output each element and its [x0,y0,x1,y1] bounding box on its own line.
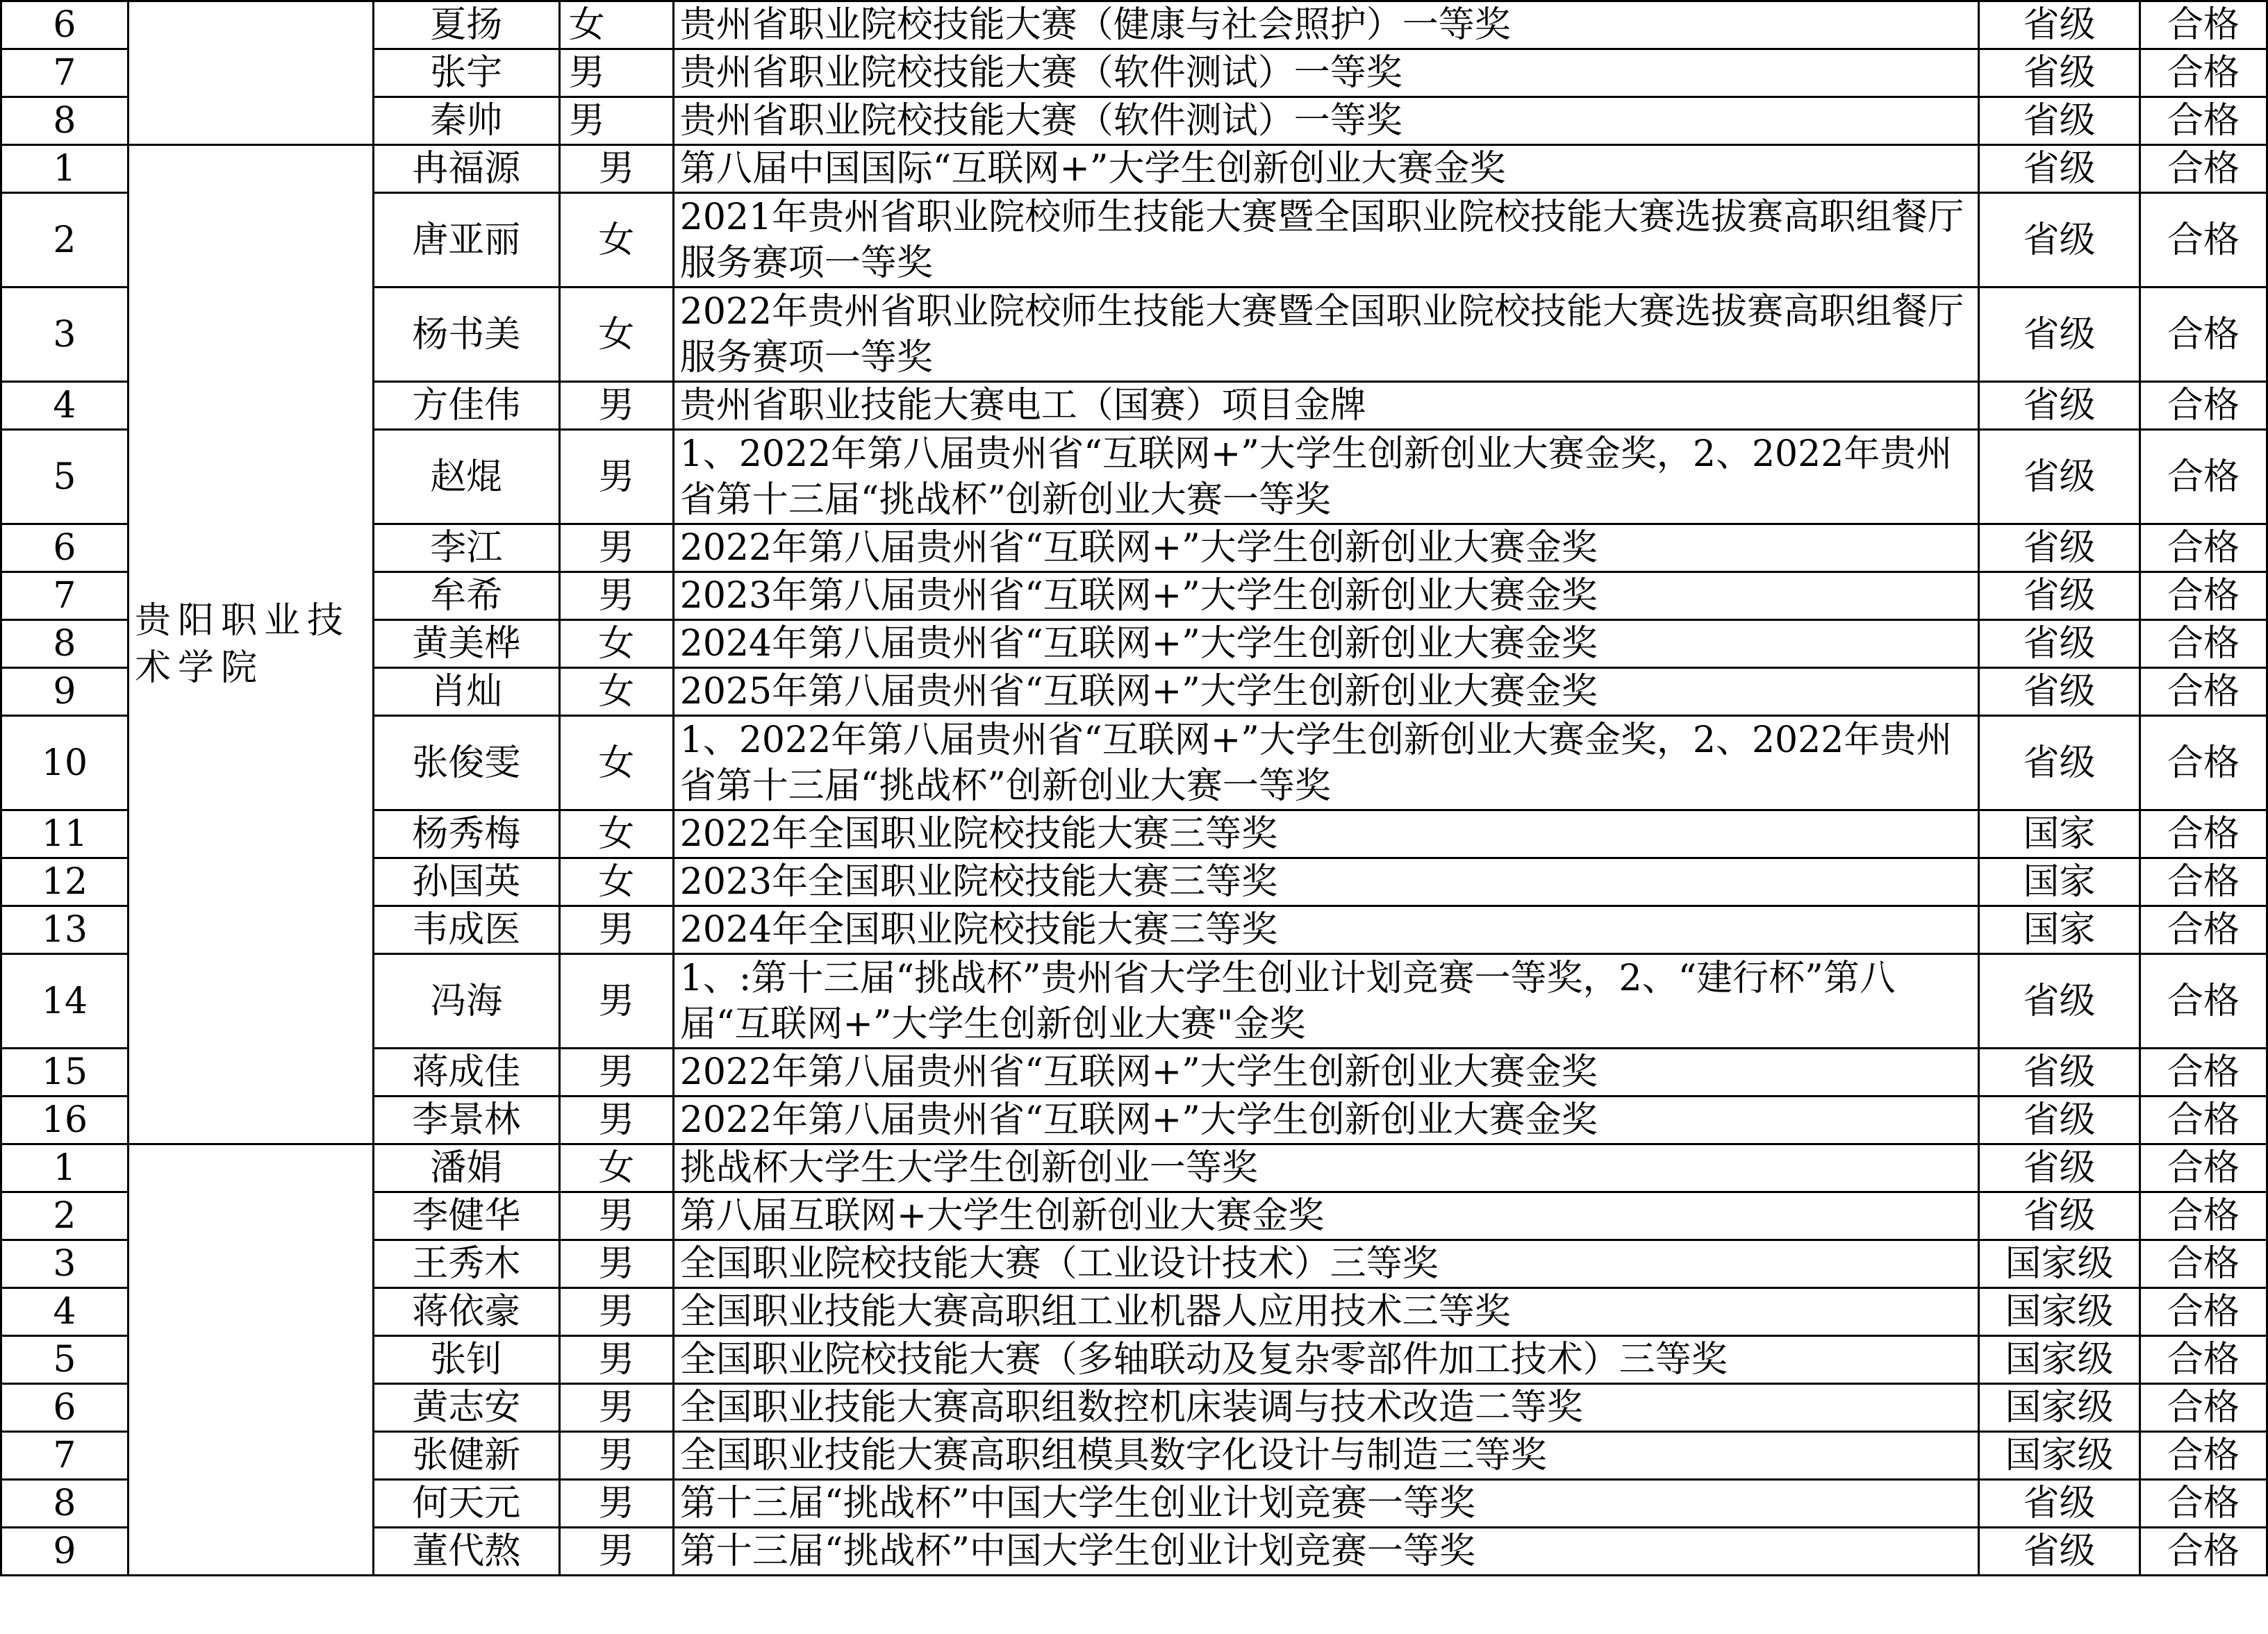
award-level: 省级 [1979,954,2140,1049]
student-name: 董代熬 [373,1528,559,1576]
award-level: 省级 [1979,193,2140,287]
review-result: 合格 [2140,572,2267,620]
review-result: 合格 [2140,1384,2267,1432]
review-result: 合格 [2140,906,2267,954]
row-number: 15 [1,1049,129,1097]
award-description: 全国职业院校技能大赛（工业设计技术）三等奖 [673,1240,1978,1288]
award-description: 第八届互联网+大学生创新创业大赛金奖 [673,1192,1978,1240]
row-number: 7 [1,49,129,97]
award-level: 省级 [1979,1,2140,49]
row-number: 7 [1,572,129,620]
award-level: 国家级 [1979,1384,2140,1432]
gender: 女 [559,287,673,382]
student-name: 黄志安 [373,1384,559,1432]
award-description: 2023年第八届贵州省“互联网+”大学生创新创业大赛金奖 [673,572,1978,620]
student-name: 杨秀梅 [373,810,559,858]
student-name: 方佳伟 [373,382,559,430]
gender: 女 [559,810,673,858]
gender: 女 [559,193,673,287]
school-name [128,1144,373,1576]
award-level: 省级 [1979,49,2140,97]
review-result: 合格 [2140,1049,2267,1097]
review-result: 合格 [2140,1336,2267,1384]
gender: 男 [559,1097,673,1144]
student-name: 王秀木 [373,1240,559,1288]
review-result: 合格 [2140,287,2267,382]
row-number: 14 [1,954,129,1049]
award-level: 国家级 [1979,1432,2140,1480]
award-description: 2023年全国职业院校技能大赛三等奖 [673,858,1978,906]
row-number: 10 [1,716,129,810]
award-description: 2025年第八届贵州省“互联网+”大学生创新创业大赛金奖 [673,668,1978,716]
student-name: 蒋成佳 [373,1049,559,1097]
award-level: 省级 [1979,430,2140,524]
gender: 男 [559,524,673,572]
award-level: 国家 [1979,906,2140,954]
row-number: 9 [1,668,129,716]
gender: 男 [559,97,673,145]
award-description: 第八届中国国际“互联网+”大学生创新创业大赛金奖 [673,145,1978,193]
award-level: 省级 [1979,1480,2140,1528]
gender: 男 [559,1432,673,1480]
review-result: 合格 [2140,97,2267,145]
award-level: 国家级 [1979,1240,2140,1288]
award-description: 2021年贵州省职业院校师生技能大赛暨全国职业院校技能大赛选拔赛高职组餐厅服务赛项一等奖 [673,193,1978,287]
row-number: 2 [1,1192,129,1240]
award-description: 2022年全国职业院校技能大赛三等奖 [673,810,1978,858]
student-name: 张健新 [373,1432,559,1480]
award-level: 国家级 [1979,1336,2140,1384]
review-result: 合格 [2140,668,2267,716]
student-name: 冉福源 [373,145,559,193]
student-name: 唐亚丽 [373,193,559,287]
row-number: 8 [1,97,129,145]
gender: 男 [559,1384,673,1432]
student-name: 张俊雯 [373,716,559,810]
gender: 男 [559,954,673,1049]
award-description: 2024年第八届贵州省“互联网+”大学生创新创业大赛金奖 [673,620,1978,668]
award-level: 省级 [1979,716,2140,810]
review-result: 合格 [2140,524,2267,572]
award-level: 省级 [1979,1144,2140,1192]
table-row [1,145,2267,193]
row-number: 5 [1,430,129,524]
award-level: 国家 [1979,858,2140,906]
row-number: 7 [1,1432,129,1480]
gender: 女 [559,716,673,810]
review-result: 合格 [2140,1097,2267,1144]
row-number: 9 [1,1528,129,1576]
award-level: 省级 [1979,1528,2140,1576]
gender: 男 [559,1480,673,1528]
award-description: 贵州省职业技能大赛电工（国赛）项目金牌 [673,382,1978,430]
gender: 男 [559,1336,673,1384]
award-description: 第十三届“挑战杯”中国大学生创业计划竞赛一等奖 [673,1480,1978,1528]
gender: 女 [559,858,673,906]
award-description: 贵州省职业院校技能大赛（软件测试）一等奖 [673,49,1978,97]
gender: 男 [559,430,673,524]
row-number: 13 [1,906,129,954]
gender: 女 [559,668,673,716]
award-description: 全国职业技能大赛高职组模具数字化设计与制造三等奖 [673,1432,1978,1480]
student-name: 夏扬 [373,1,559,49]
student-name: 蒋依豪 [373,1288,559,1336]
student-name: 肖灿 [373,668,559,716]
award-description: 1、2022年第八届贵州省“互联网+”大学生创新创业大赛金奖，2、2022年贵州省第十三届“挑战杯”创新创业大赛一等奖 [673,430,1978,524]
award-level: 省级 [1979,145,2140,193]
award-description: 全国职业技能大赛高职组数控机床装调与技术改造二等奖 [673,1384,1978,1432]
student-name: 李景林 [373,1097,559,1144]
student-name: 杨书美 [373,287,559,382]
award-level: 省级 [1979,382,2140,430]
award-description: 挑战杯大学生大学生创新创业一等奖 [673,1144,1978,1192]
award-description: 2022年第八届贵州省“互联网+”大学生创新创业大赛金奖 [673,524,1978,572]
award-level: 省级 [1979,97,2140,145]
award-description: 2022年第八届贵州省“互联网+”大学生创新创业大赛金奖 [673,1097,1978,1144]
gender: 男 [559,906,673,954]
review-result: 合格 [2140,430,2267,524]
row-number: 3 [1,1240,129,1288]
award-level: 省级 [1979,524,2140,572]
review-result: 合格 [2140,810,2267,858]
gender: 女 [559,1,673,49]
award-level: 省级 [1979,1049,2140,1097]
student-name: 张钊 [373,1336,559,1384]
review-result: 合格 [2140,954,2267,1049]
student-name: 张宇 [373,49,559,97]
gender: 男 [559,1528,673,1576]
review-result: 合格 [2140,1480,2267,1528]
award-description: 1、2022年第八届贵州省“互联网+”大学生创新创业大赛金奖，2、2022年贵州省第十三届“挑战杯”创新创业大赛一等奖 [673,716,1978,810]
award-level: 省级 [1979,620,2140,668]
award-level: 省级 [1979,1097,2140,1144]
row-number: 1 [1,1144,129,1192]
award-description: 贵州省职业院校技能大赛（软件测试）一等奖 [673,97,1978,145]
student-name: 孙国英 [373,858,559,906]
student-name: 何天元 [373,1480,559,1528]
row-number: 5 [1,1336,129,1384]
review-result: 合格 [2140,1192,2267,1240]
gender: 男 [559,49,673,97]
award-description: 全国职业技能大赛高职组工业机器人应用技术三等奖 [673,1288,1978,1336]
review-result: 合格 [2140,193,2267,287]
award-description: 贵州省职业院校技能大赛（健康与社会照护）一等奖 [673,1,1978,49]
student-name: 冯海 [373,954,559,1049]
gender: 男 [559,1288,673,1336]
award-level: 省级 [1979,668,2140,716]
gender: 女 [559,620,673,668]
student-name: 赵焜 [373,430,559,524]
review-result: 合格 [2140,1,2267,49]
award-description: 2022年贵州省职业院校师生技能大赛暨全国职业院校技能大赛选拔赛高职组餐厅服务赛项一等奖 [673,287,1978,382]
row-number: 8 [1,620,129,668]
gender: 男 [559,572,673,620]
award-level: 省级 [1979,1192,2140,1240]
row-number: 6 [1,1,129,49]
row-number: 1 [1,145,129,193]
student-name: 韦成医 [373,906,559,954]
award-description: 2024年全国职业院校技能大赛三等奖 [673,906,1978,954]
review-result: 合格 [2140,145,2267,193]
review-result: 合格 [2140,382,2267,430]
gender: 女 [559,1144,673,1192]
student-name: 李江 [373,524,559,572]
row-number: 8 [1,1480,129,1528]
school-name [128,1,373,145]
award-description: 全国职业院校技能大赛（多轴联动及复杂零部件加工技术）三等奖 [673,1336,1978,1384]
row-number: 6 [1,1384,129,1432]
student-name: 秦帅 [373,97,559,145]
review-result: 合格 [2140,1528,2267,1576]
table-row [1,1144,2267,1192]
row-number: 2 [1,193,129,287]
review-result: 合格 [2140,858,2267,906]
row-number: 16 [1,1097,129,1144]
row-number: 4 [1,1288,129,1336]
student-name: 黄美桦 [373,620,559,668]
row-number: 11 [1,810,129,858]
review-result: 合格 [2140,1432,2267,1480]
review-result: 合格 [2140,1144,2267,1192]
row-number: 4 [1,382,129,430]
award-description: 1、:第十三届“挑战杯”贵州省大学生创业计划竞赛一等奖，2、“建行杯”第八届“互联网+”大学生创新创业大赛"金奖 [673,954,1978,1049]
gender: 男 [559,1192,673,1240]
gender: 男 [559,145,673,193]
award-level: 省级 [1979,572,2140,620]
row-number: 6 [1,524,129,572]
review-result: 合格 [2140,1288,2267,1336]
student-name: 李健华 [373,1192,559,1240]
award-level: 省级 [1979,287,2140,382]
student-name: 潘娟 [373,1144,559,1192]
row-number: 12 [1,858,129,906]
school-name: 贵阳职业技术学院 [128,145,373,1144]
table-row [1,1,2267,49]
review-result: 合格 [2140,1240,2267,1288]
review-result: 合格 [2140,49,2267,97]
award-level: 国家 [1979,810,2140,858]
row-number: 3 [1,287,129,382]
review-result: 合格 [2140,716,2267,810]
gender: 男 [559,1240,673,1288]
gender: 男 [559,382,673,430]
award-description: 2022年第八届贵州省“互联网+”大学生创新创业大赛金奖 [673,1049,1978,1097]
award-level: 国家级 [1979,1288,2140,1336]
award-description: 第十三届“挑战杯”中国大学生创业计划竞赛一等奖 [673,1528,1978,1576]
student-name: 牟希 [373,572,559,620]
review-result: 合格 [2140,620,2267,668]
gender: 男 [559,1049,673,1097]
